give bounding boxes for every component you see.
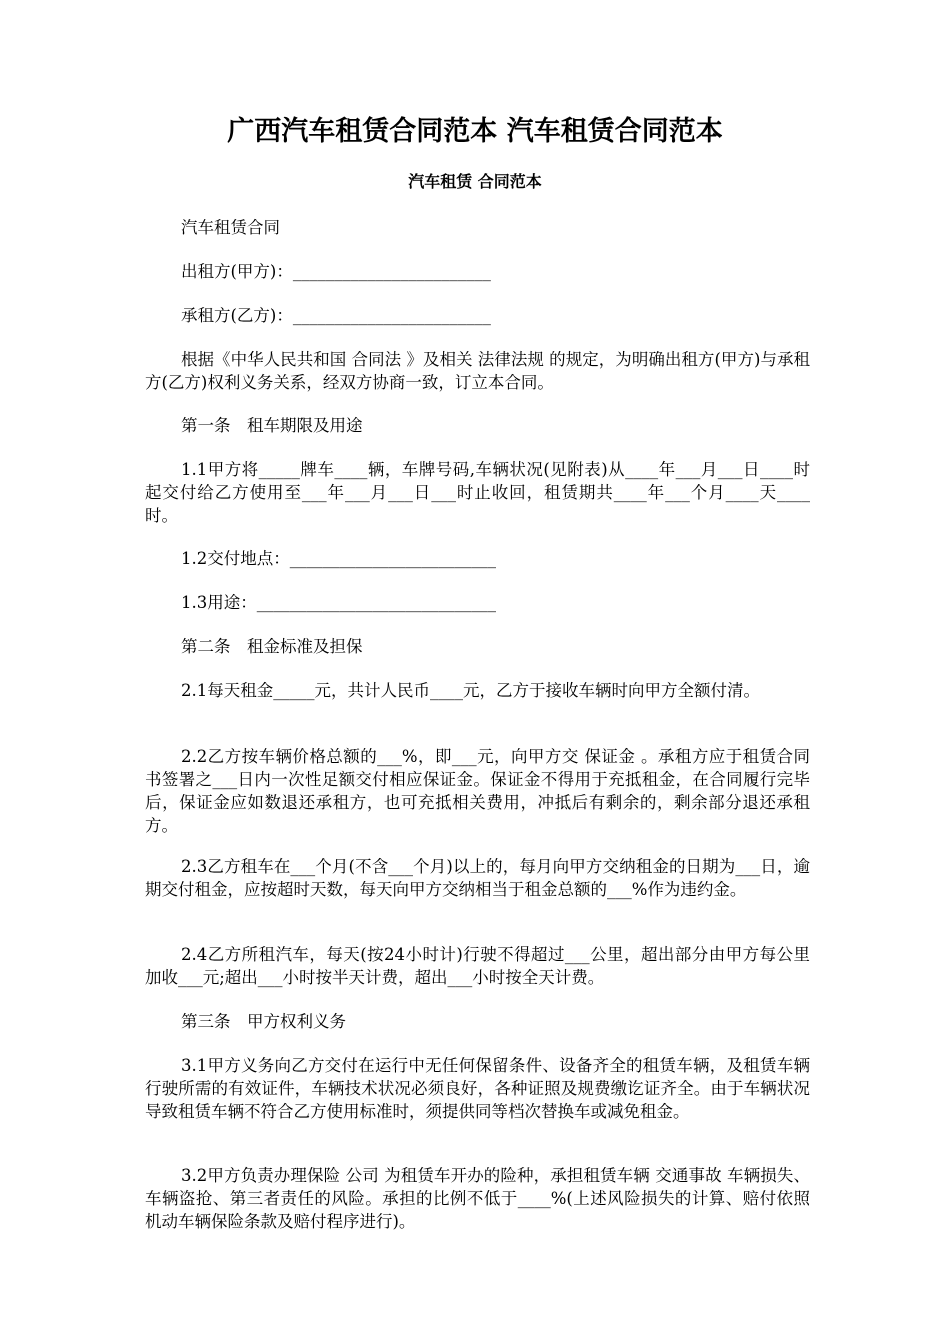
clause-3-2: 3.2甲方负责办理保险 公司 为租赁车开办的险种，承担租赁车辆 交通事故 车辆损失、车辆盗抢、第三者责任的风险。承担的比例不低于____%(上述风险损失的计算、赔付依照机动车辆保险条款及赔付程序进行)。: [145, 1166, 810, 1231]
preamble-paragraph: 根据《中华人民共和国 合同法 》及相关 法律法规 的规定，为明确出租方(甲方)与承租方(乙方)权利义务关系，经双方协商一致，订立本合同。: [145, 350, 810, 392]
clause-1-2: 1.2交付地点：_________________________: [181, 549, 496, 568]
clause-1-1: 1.1甲方将_____牌车____辆，车牌号码,车辆状况(见附表)从____年___月___日____时起交付给乙方使用至___年___月___日___时止收回，租赁期共____年___个月____天____时。: [145, 460, 810, 525]
clause-3-1: 3.1甲方义务向乙方交付在运行中无任何保留条件、设备齐全的租赁车辆，及租赁车辆行驶所需的有效证件，车辆技术状况必须良好，各种证照及规费缴讫证齐全。由于车辆状况导致租赁车辆不符合乙方使用标准时，须提供同等档次替换车或减免租金。: [145, 1056, 810, 1121]
article-3-heading: 第三条 甲方权利义务: [181, 1012, 346, 1031]
clause-2-4: 2.4乙方所租汽车，每天(按24小时计)行驶不得超过___公里，超出部分由甲方每公里加收___元;超出___小时按半天计费，超出___小时按全天计费。: [145, 945, 810, 987]
document-title: 广西汽车租赁合同范本 汽车租赁合同范本: [227, 116, 723, 147]
lessee-line: 承租方(乙方)：________________________: [181, 306, 491, 325]
clause-2-1: 2.1每天租金_____元，共计人民币____元，乙方于接收车辆时向甲方全额付清。: [181, 681, 760, 700]
clause-2-3: 2.3乙方租车在___个月(不含___个月)以上的，每月向甲方交纳租金的日期为___日，逾期交付租金，应按超时天数，每天向甲方交纳相当于租金总额的___%作为违约金。: [145, 857, 810, 899]
clause-1-3: 1.3用途：_____________________________: [181, 593, 496, 612]
lessor-line: 出租方(甲方)：________________________: [181, 262, 491, 281]
contract-heading: 汽车租赁合同: [181, 218, 280, 237]
article-1-heading: 第一条 租车期限及用途: [181, 416, 363, 435]
article-2-heading: 第二条 租金标准及担保: [181, 637, 363, 656]
document-subtitle: 汽车租赁 合同范本: [408, 172, 542, 191]
clause-2-2: 2.2乙方按车辆价格总额的___%，即___元，向甲方交 保证金 。承租方应于租赁合同书签署之___日内一次性足额交付相应保证金。保证金不得用于充抵租金，在合同履行完毕后，保证金应如数退还承租方，也可充抵相关费用，冲抵后有剩余的，剩余部分退还承租方。: [145, 747, 810, 835]
